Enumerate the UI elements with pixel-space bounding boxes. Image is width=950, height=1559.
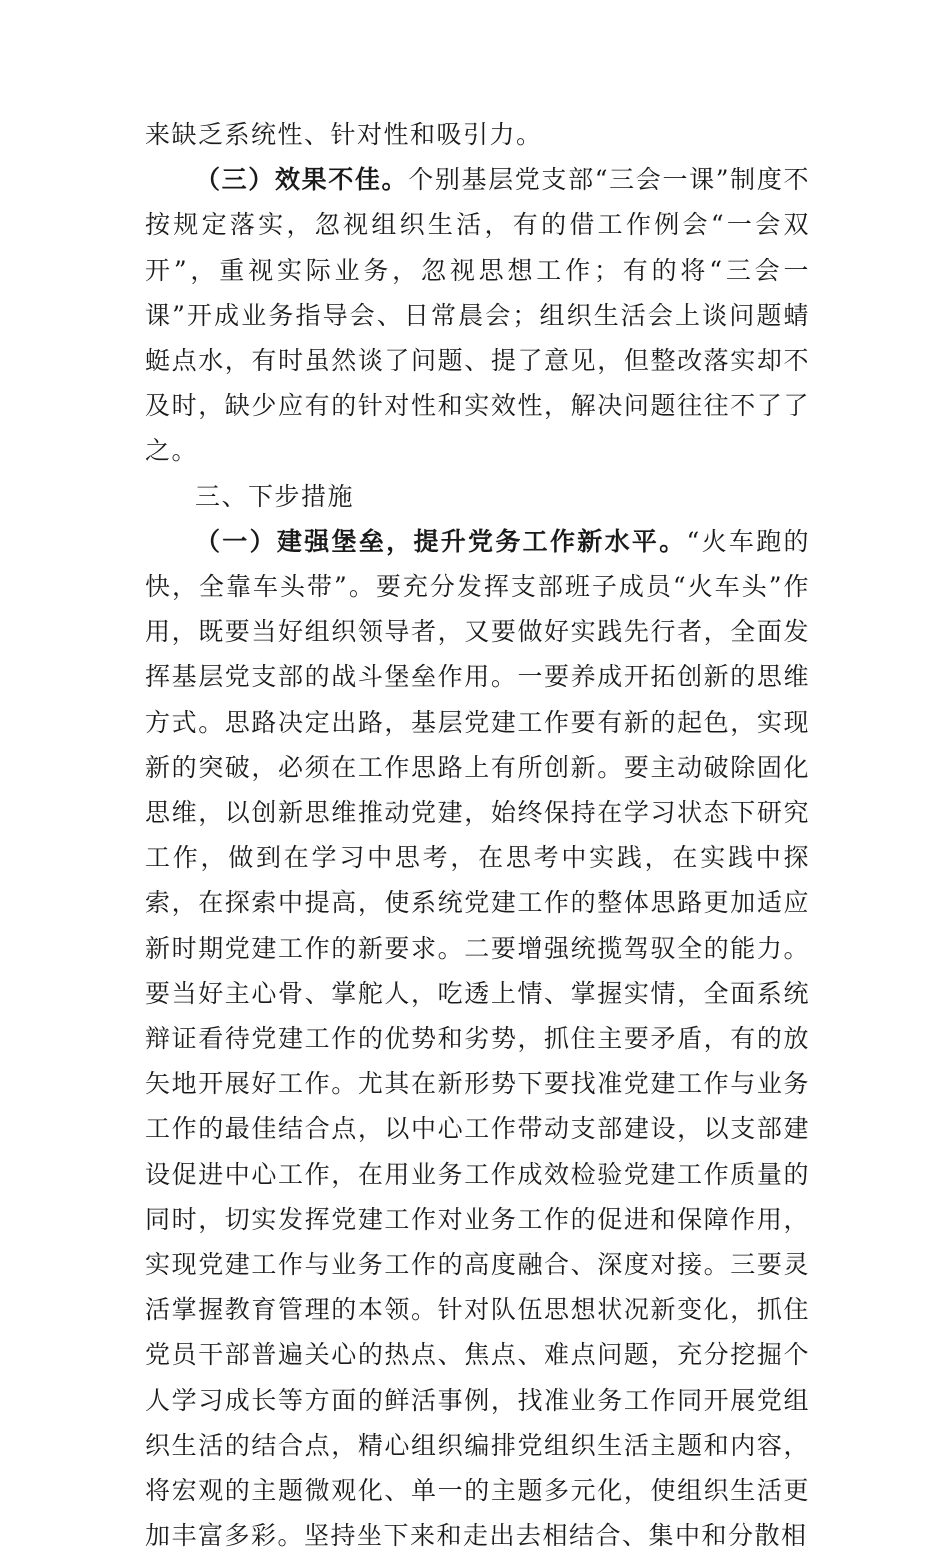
paragraph-strengthen-fortress xyxy=(145,519,810,1559)
paragraph-lead: （一）建强堡垒，提升党务工作新水平。 xyxy=(195,526,687,556)
section-heading: 三、下步措施 xyxy=(195,481,355,511)
paragraph-body: 个别基层党支部“三会一课”制度不按规定落实，忽视组织生活，有的借工作例会“一会双开”，重视实际业务，忽视思想工作；有的将“三会一课”开成业务指导会、日常晨会；组织生活会上谈问题蜻蜓点水，有时虽然谈了问题、提了意见，但整改落实却不及时，缺少应有的针对性和实效性，解决问题往往不了了之。 xyxy=(145,165,810,466)
paragraph-continuation: 来缺乏系统性、针对性和吸引力。 xyxy=(145,120,543,149)
paragraph-effect-poor xyxy=(145,157,810,473)
paragraph-lead: （三）效果不佳。 xyxy=(195,165,409,195)
document-page xyxy=(145,112,810,1559)
paragraph-body: “火车跑的快，全靠车头带”。要充分发挥支部班子成员“火车头”作用，既要当好组织领导者，又要做好实践先行者，全面发挥基层党支部的战斗堡垒作用。一要养成开拓创新的思维方式。思路决定出路，基层党建工作要有新的起色，实现新的突破，必须在工作思路上有所创新。要主动破除固化思维，以创新思维推动党建，始终保持在学习状态下研究工作，做到在学习中思考，在思考中实践，在实践中探索，在探索中提高，使系统党建工作的整体思路更加适应新时期党建工作的新要求。二要增强统揽驾驭全的能力。要当好主心骨、掌舵人，吃透上情、掌握实情，全面系统辩证看待党建工作的优势和劣势，抓住主要矛盾，有的放矢地开展好工作。尤其在新形势下要找准党建工作与业务工作的最佳结合点，以中心工作带动支部建设，以支部建设促进中心工作，在用业务工作成效检验党建工作质量的同时，切实发挥党建工作对业务工作的促进和保障作用，实现党建工作与业务工作的高度融合、深度对接。三要灵活掌握教育管理的本领。针对队伍思想状况新变化，抓住党员干部普遍关心的热点、焦点、难点问题，充分挖掘个人学习成长等方面的鲜活事例，找准业务工作同开展党组织生活的结合点，精心组织编排党组织生活主题和内容，将宏观的主题微观化、单一的主题多元化，使组织生活更加丰富多彩。坚持坐下来和走出去相结合、集中和分散相 xyxy=(145,526,810,1551)
